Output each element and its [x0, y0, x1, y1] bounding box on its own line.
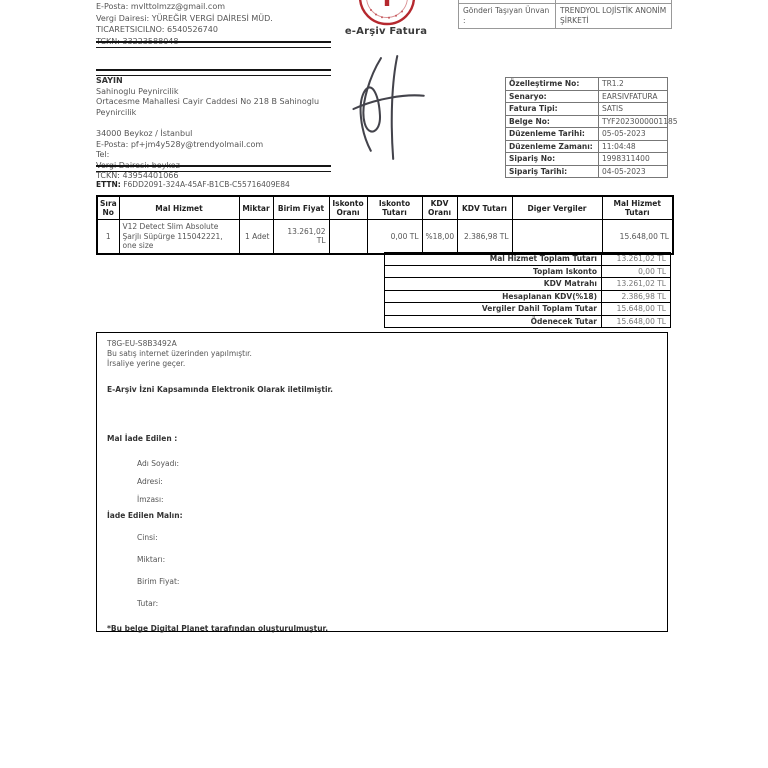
meta-label: Düzenleme Zamanı:: [506, 140, 599, 153]
item-total: 15.648,00 TL: [602, 220, 673, 254]
col-header: Iskonto Oranı: [329, 196, 367, 220]
col-header: Iskonto Tutarı: [367, 196, 422, 220]
total-value: 15.648,00 TL: [602, 303, 671, 316]
meta-value: SATIS: [599, 103, 668, 116]
meta-value: EARSIVFATURA: [599, 90, 668, 103]
items-header-row: [97, 196, 673, 220]
returned-goods-title: İade Edilen Malın:: [107, 511, 183, 520]
meta-value: 1998311400: [599, 153, 668, 166]
table-row: [506, 153, 668, 166]
item-quantity: 1 Adet: [239, 220, 273, 254]
ettn-line: [96, 180, 290, 189]
table-row: [97, 220, 673, 254]
return-field-name: Adı Soyadı:: [137, 459, 179, 468]
total-label: Hesaplanan KDV(%18): [385, 290, 602, 303]
buyer-city: 34000 Beykoz / İstanbul: [96, 129, 193, 138]
table-row: [385, 265, 671, 278]
col-header: KDV Oranı: [422, 196, 457, 220]
item-line-no: 1: [97, 220, 119, 254]
buyer-tel: Tel:: [96, 150, 110, 159]
col-header: Diger Vergiler: [512, 196, 602, 220]
table-row: [385, 315, 671, 328]
total-value: 0,00 TL: [602, 265, 671, 278]
return-field-address: Adresi:: [137, 477, 163, 486]
col-header: Sıra No: [97, 196, 119, 220]
table-row: [506, 140, 668, 153]
table-row: [506, 165, 668, 178]
table-row: [506, 78, 668, 91]
buyer-name: Sahinoglu Peynircilik: [96, 86, 179, 96]
buyer-address: Ortacesme Mahallesi Cayir Caddesi No 218 B Sahinoglu Peynircilik: [96, 97, 320, 117]
divider: [96, 69, 331, 76]
goods-field-type: Cinsi:: [137, 533, 158, 542]
total-label: Ödenecek Tutar: [385, 315, 602, 328]
document-type-title: e-Arşiv Fatura: [344, 26, 428, 37]
totals-table: [384, 252, 671, 328]
table-row: [506, 90, 668, 103]
table-row: [506, 115, 668, 128]
buyer-email: E-Posta: pf+jm4y528y@trendyolmail.com: [96, 139, 264, 149]
divider: [96, 165, 331, 172]
table-row: [385, 278, 671, 291]
table-row: [385, 290, 671, 303]
meta-value: 11:04:48: [599, 140, 668, 153]
col-header: Mal Hizmet: [119, 196, 239, 220]
carrier-name-value: TRENDYOL LOJİSTİK ANONİM ŞİRKETİ: [556, 4, 672, 29]
return-field-signature: İmzası:: [137, 495, 164, 504]
item-vat-rate: %18,00: [422, 220, 457, 254]
seller-email: E-Posta: mvlttolmzz@gmail.com: [96, 2, 225, 11]
meta-value: TR1.2: [599, 78, 668, 91]
table-row: [385, 303, 671, 316]
signature-image: [328, 52, 438, 168]
meta-value: TYF2023000001185: [599, 115, 668, 128]
total-label: Vergiler Dahil Toplam Tutar: [385, 303, 602, 316]
seller-tckn: TCKN: 33223588048: [96, 36, 179, 46]
meta-label: Özelleştirme No:: [506, 78, 599, 91]
table-row: [385, 253, 671, 266]
col-header: Miktar: [239, 196, 273, 220]
carrier-table: [458, 0, 672, 29]
total-value: 2.386,98 TL: [602, 290, 671, 303]
shipment-code: T8G-EU-S8B3492A: [107, 339, 177, 348]
meta-value: 04-05-2023: [599, 165, 668, 178]
meta-label: Sipariş Tarihi:: [506, 165, 599, 178]
gib-logo-icon: [358, 0, 416, 26]
meta-label: Sipariş No:: [506, 153, 599, 166]
total-label: KDV Matrahı: [385, 278, 602, 291]
meta-label: Düzenleme Tarihi:: [506, 128, 599, 141]
table-row: [506, 128, 668, 141]
goods-field-unit-price: Birim Fiyat:: [137, 577, 180, 586]
invoice-items-table: [96, 195, 674, 255]
item-unit-price: 13.261,02 TL: [273, 220, 329, 254]
return-section-title: Mal İade Edilen :: [107, 434, 178, 443]
carrier-name-label: Gönderi Taşıyan Ünvan :: [459, 4, 556, 29]
seller-trade-registry: TICARETSICILNO: 6540526740: [96, 25, 218, 34]
item-vat-amount: 2.386,98 TL: [457, 220, 512, 254]
total-value: 13.261,02 TL: [602, 253, 671, 266]
invoice-meta-table: [505, 77, 678, 178]
goods-field-quantity: Miktarı:: [137, 555, 166, 564]
meta-label: Fatura Tipi:: [506, 103, 599, 116]
spacer: [96, 118, 356, 129]
ettn-value: F6DD2091-324A-45AF-B1CB-C55716409E84: [123, 180, 290, 189]
meta-value: 05-05-2023: [599, 128, 668, 141]
total-value: 13.261,02 TL: [602, 278, 671, 291]
total-value: 15.648,00 TL: [602, 315, 671, 328]
seller-tax-office: Vergi Dairesi: YÜREĞİR VERGİ DAİRESİ MÜD.: [96, 13, 273, 23]
note-internet-sale: Bu satış internet üzerinden yapılmıştır.: [107, 349, 252, 358]
col-header: KDV Tutarı: [457, 196, 512, 220]
note-waybill: İrsaliye yerine geçer.: [107, 359, 186, 368]
table-row: [459, 4, 672, 29]
item-discount-rate: [329, 220, 367, 254]
note-earsiv: E-Arşiv İzni Kapsamında Elektronik Olarak iletilmiştir.: [107, 385, 334, 394]
total-label: Mal Hizmet Toplam Tutarı: [385, 253, 602, 266]
total-label: Toplam Iskonto: [385, 265, 602, 278]
col-header: Mal Hizmet Tutarı: [602, 196, 673, 220]
meta-label: Belge No:: [506, 115, 599, 128]
item-name: V12 Detect Slim Absolute Şarjlı Süpürge 115042221, one size: [119, 220, 239, 254]
item-discount-amount: 0,00 TL: [367, 220, 422, 254]
table-row: [506, 103, 668, 116]
goods-field-total: Tutar:: [137, 599, 159, 608]
notes-box: [96, 332, 668, 632]
ettn-label: ETTN:: [96, 180, 121, 189]
item-other-taxes: [512, 220, 602, 254]
buyer-tckn: TCKN: 43954401066: [96, 171, 179, 180]
buyer-heading: SAYIN: [96, 76, 123, 85]
generator-footnote: *Bu belge Digital Planet tarafından oluşturulmuştur.: [107, 624, 329, 633]
meta-label: Senaryo:: [506, 90, 599, 103]
buyer-tax-office: Vergi Dairesi: beykoz: [96, 160, 180, 170]
divider: [96, 41, 331, 48]
col-header: Birim Fiyat: [273, 196, 329, 220]
